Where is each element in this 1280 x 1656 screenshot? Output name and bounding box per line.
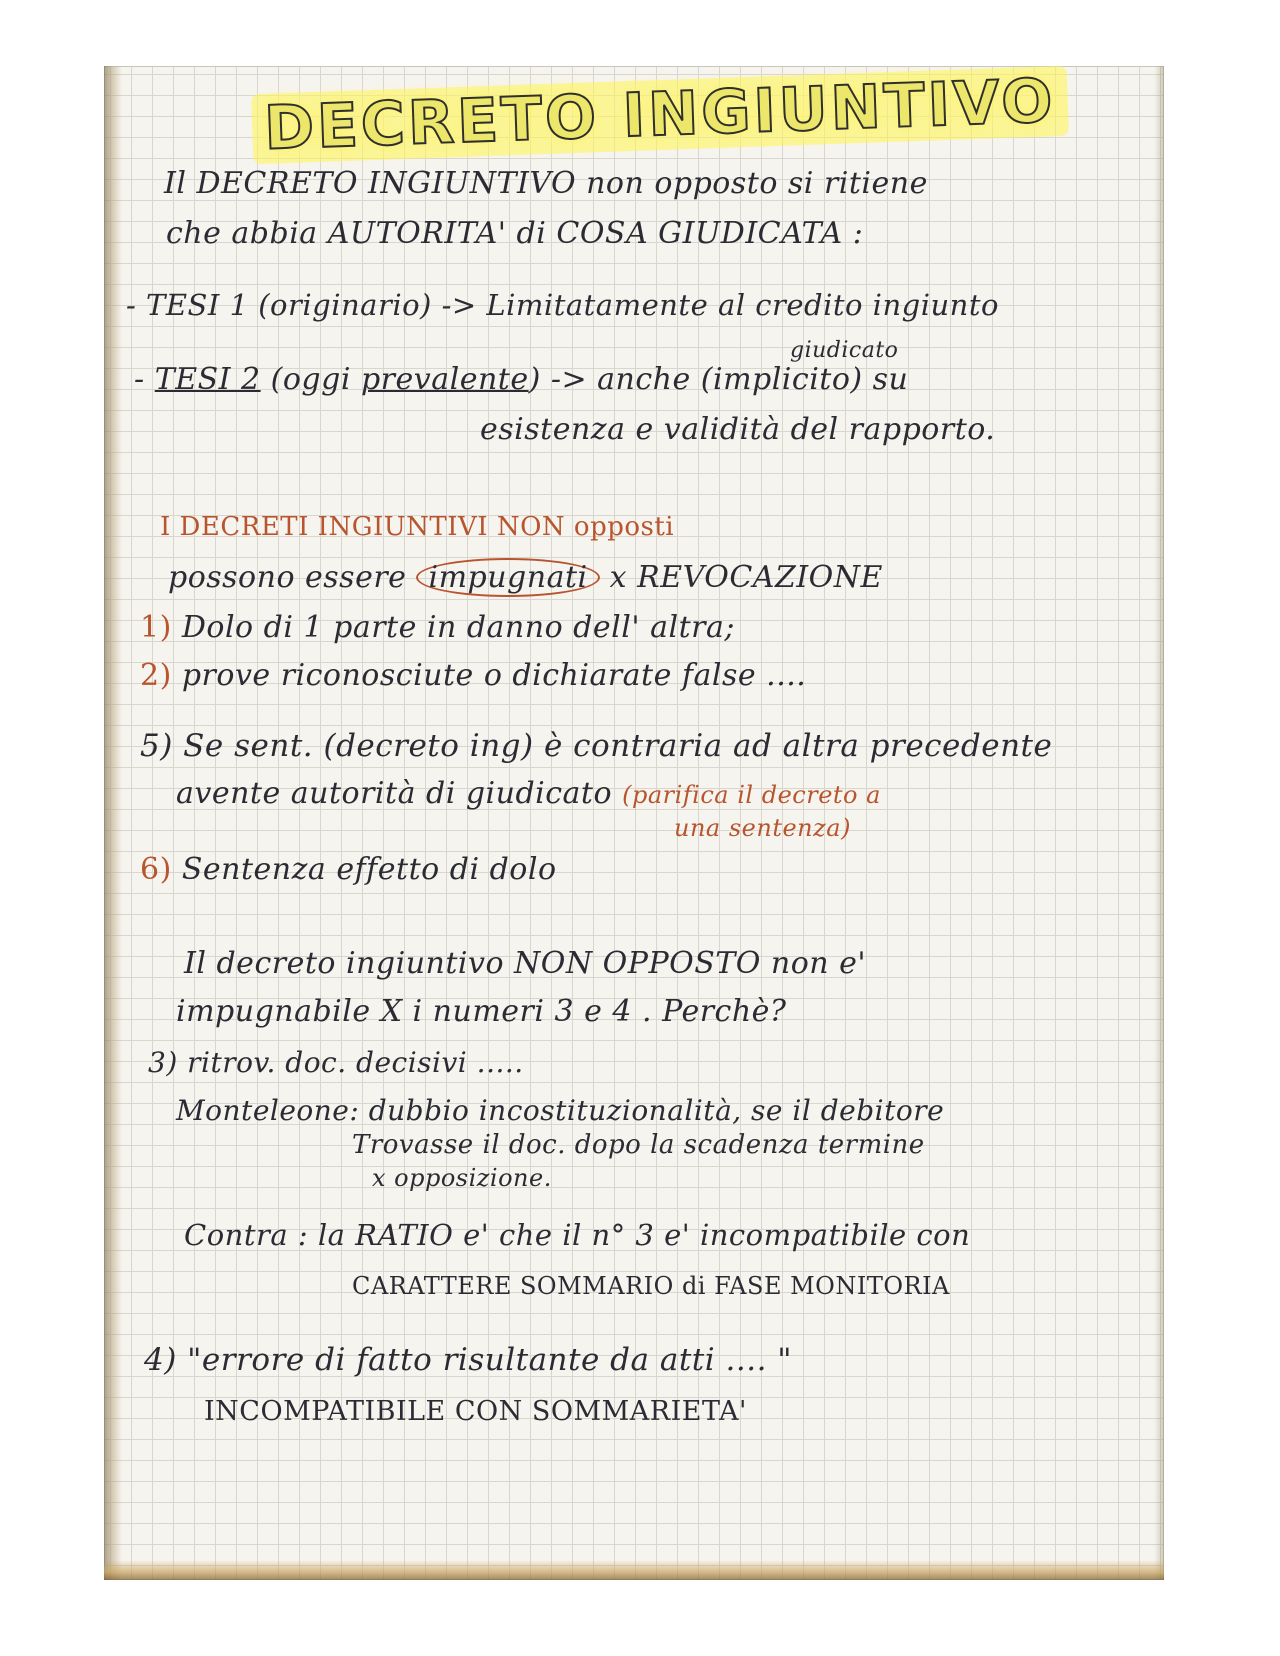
list-text-2: prove riconosciute o dichiarate false .... bbox=[181, 658, 807, 693]
line-incompatibile: INCOMPATIBILE CON SOMMARIETA' bbox=[204, 1396, 747, 1427]
tesi-2-mid: (oggi bbox=[260, 362, 361, 397]
list-item-4: 4) "errore di fatto risultante da atti .... " bbox=[144, 1342, 793, 1378]
page-edge-left bbox=[104, 66, 122, 1580]
tesi-2-label: TESI 2 bbox=[154, 362, 261, 397]
line-contra: Contra : la RATIO e' che il n° 3 e' incompatibile con bbox=[184, 1218, 971, 1252]
line-carattere: CARATTERE SOMMARIO di FASE MONITORIA bbox=[352, 1272, 950, 1300]
list-text-1: Dolo di 1 parte in danno dell' altra; bbox=[181, 610, 735, 645]
notebook-page bbox=[104, 66, 1164, 1580]
tesi-2-rest: ) -> anche (implicito) su bbox=[528, 362, 909, 397]
note-sentenza: una sentenza) bbox=[674, 814, 851, 842]
list-item-2 bbox=[140, 658, 806, 693]
page-title: DECRETO INGIUNTIVO bbox=[251, 66, 1068, 164]
note-giudicato: giudicato bbox=[790, 338, 899, 363]
list-number-1: 1) bbox=[140, 610, 172, 645]
list-item-5-cont bbox=[176, 776, 881, 811]
line-monteleone: Monteleone: dubbio incostituzionalità, se il debitore bbox=[176, 1094, 945, 1127]
list-number-2: 2) bbox=[140, 658, 172, 693]
list-item-5: 5) Se sent. (decreto ing) è contraria ad altra precedente bbox=[140, 728, 1053, 764]
list-number-6: 6) bbox=[140, 852, 172, 887]
prevalente-label: prevalente bbox=[360, 362, 529, 397]
line-2: che abbia AUTORITA' di COSA GIUDICATA : bbox=[166, 216, 864, 251]
section-heading-decreti: I DECRETI INGIUNTIVI NON opposti bbox=[160, 512, 675, 542]
list-text-6: Sentenza effetto di dolo bbox=[181, 852, 557, 887]
circled-impugnati: impugnati bbox=[416, 558, 599, 597]
line-opposizione: x opposizione. bbox=[372, 1164, 552, 1192]
page-edge-right bbox=[1154, 66, 1164, 1580]
line-impugnabile: impugnabile X i numeri 3 e 4 . Perchè? bbox=[176, 994, 787, 1029]
list-item-3: 3) ritrov. doc. decisivi ..... bbox=[148, 1046, 524, 1079]
list-text-5b: avente autorità di giudicato bbox=[176, 776, 613, 811]
dash: - bbox=[134, 362, 155, 397]
note-parifica: (parifica il decreto a bbox=[622, 781, 881, 809]
possono-text: possono essere bbox=[168, 560, 407, 595]
list-item-1 bbox=[140, 610, 735, 645]
line-tesi-1: - TESI 1 (originario) -> Limitatamente al credito ingiunto bbox=[126, 288, 999, 322]
line-trovasse: Trovasse il doc. dopo la scadenza termine bbox=[352, 1130, 925, 1160]
list-item-6 bbox=[140, 852, 557, 887]
line-rapporto: esistenza e validità del rapporto. bbox=[480, 412, 996, 447]
line-1: Il DECRETO INGIUNTIVO non opposto si ritiene bbox=[164, 166, 928, 201]
page-edge-bottom bbox=[104, 1560, 1164, 1580]
line-tesi-2 bbox=[134, 362, 908, 397]
revocazione-text: x REVOCAZIONE bbox=[609, 560, 883, 595]
line-non-opposto: Il decreto ingiuntivo NON OPPOSTO non e' bbox=[184, 946, 867, 981]
line-possono bbox=[168, 560, 883, 595]
